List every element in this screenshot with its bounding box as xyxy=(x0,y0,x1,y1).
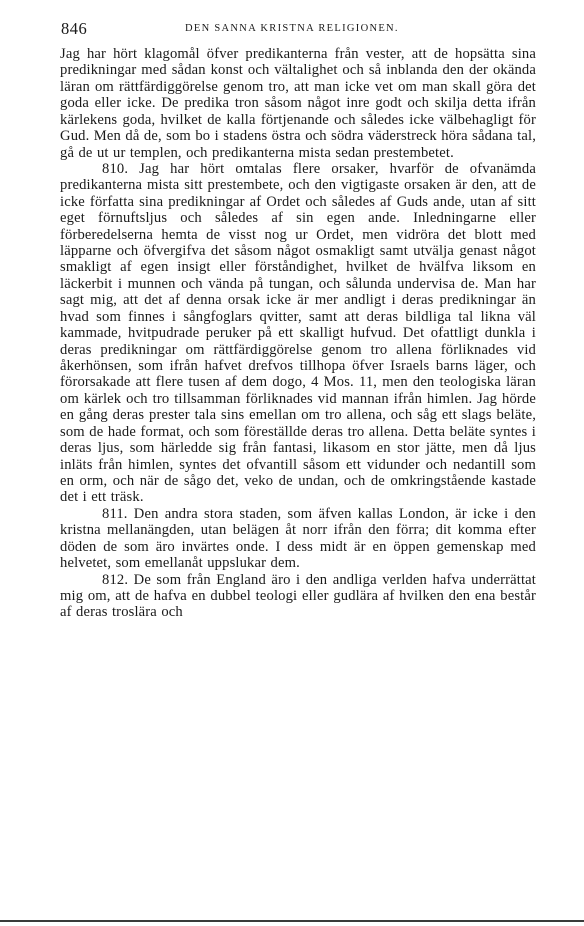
paragraph-810: 810. Jag har hört omtalas flere orsaker, hvarför de ofvanämda predikanterna mista sitt prestembete, och den vigtigaste orsaken är den, att de icke författa sina predikningar af Ordet och således af Guds ande, utan af sitt eget förnuftsljus och således af sin egen ande. Inledningarne eller förberedelserna hemta de visst nog ur Ordet, men vidröra det blott med läpparne och öfvergifva det såsom något osmakligt samt utvälja genast något smakligt af egen insigt eller förståndighet, hvilket de hvälfva liksom en läckerbit i munnen och vända på tungan, och sålunda undervisa de. Man har sagt mig, att det af denna orsak icke är mer andligt i deras predikningar än hvad som finnes i sångfoglars qvitter, samt att deras bildliga tal likna väl kammade, hvitpudrade peruker på ett skalligt hufvud. Det ofattligt dunkla i deras predikningar om rättfärdiggörelse genom tro allena förliknades vid åkerhönsen, som ifrån hafvet drefvos tillhopa öfver Israels barns läger, och förorsakade att flere tusen af dem dogo, 4 Mos. 11, men den teologiska läran om kärlek och tro tillsamman förliknades vid mannan ifrån himlen. Jag hörde en gång deras prester tala sins emellan om tro allena, och såg ett slags beläte, som de hade format, och som föreställde deras tro allena. Detta beläte syntes i deras ljus, som härledde sig från fantasi, likasom en stor jätte, men då ljus inläts från himlen, syntes det ofvantill såsom ett vidunder och nedantill som en orm, och när de sågo det, veko de undan, och de omkringstående kastade det i ett träsk. xyxy=(60,160,536,506)
paragraph-812: 812. De som från England äro i den andliga verlden hafva underrättat mig om, att de hafva en dubbel teologi eller gudlära af hvilken den ena består af deras troslära och xyxy=(60,571,536,621)
bottom-edge-rule xyxy=(0,920,584,922)
paragraph-intro: Jag har hört klagomål öfver predikanterna från vester, att de hopsätta sina predikningar med sådan konst och vältalighet och så inblanda den der okända läran om rättfärdiggörelse genom tro, att man icke vet om man skall göra det goda eller icke. De predika tron såsom något inre godt och skilja detta ifrån kärlekens goda, hvilket de kalla förtjenande och således icke välbehagligt för Gud. Men då de, som bo i stadens östra och södra väderstreck höra sådana tal, gå de ut ur templen, och predikanterna mista sedan prestembetet. xyxy=(60,46,536,161)
body-text xyxy=(60,46,536,621)
paragraph-811: 811. Den andra stora staden, som äfven kallas London, är icke i den kristna mellanängden, utan belägen åt norr ifrån den förra; dit komma efter döden de som äro invärtes onde. I dess midt är en öppen gemenskap med helvetet, som emellanåt uppslukar dem. xyxy=(60,505,536,572)
running-head: DEN SANNA KRISTNA RELIGIONEN. xyxy=(185,23,399,34)
page-number: 846 xyxy=(61,19,88,38)
page-header xyxy=(61,19,537,43)
